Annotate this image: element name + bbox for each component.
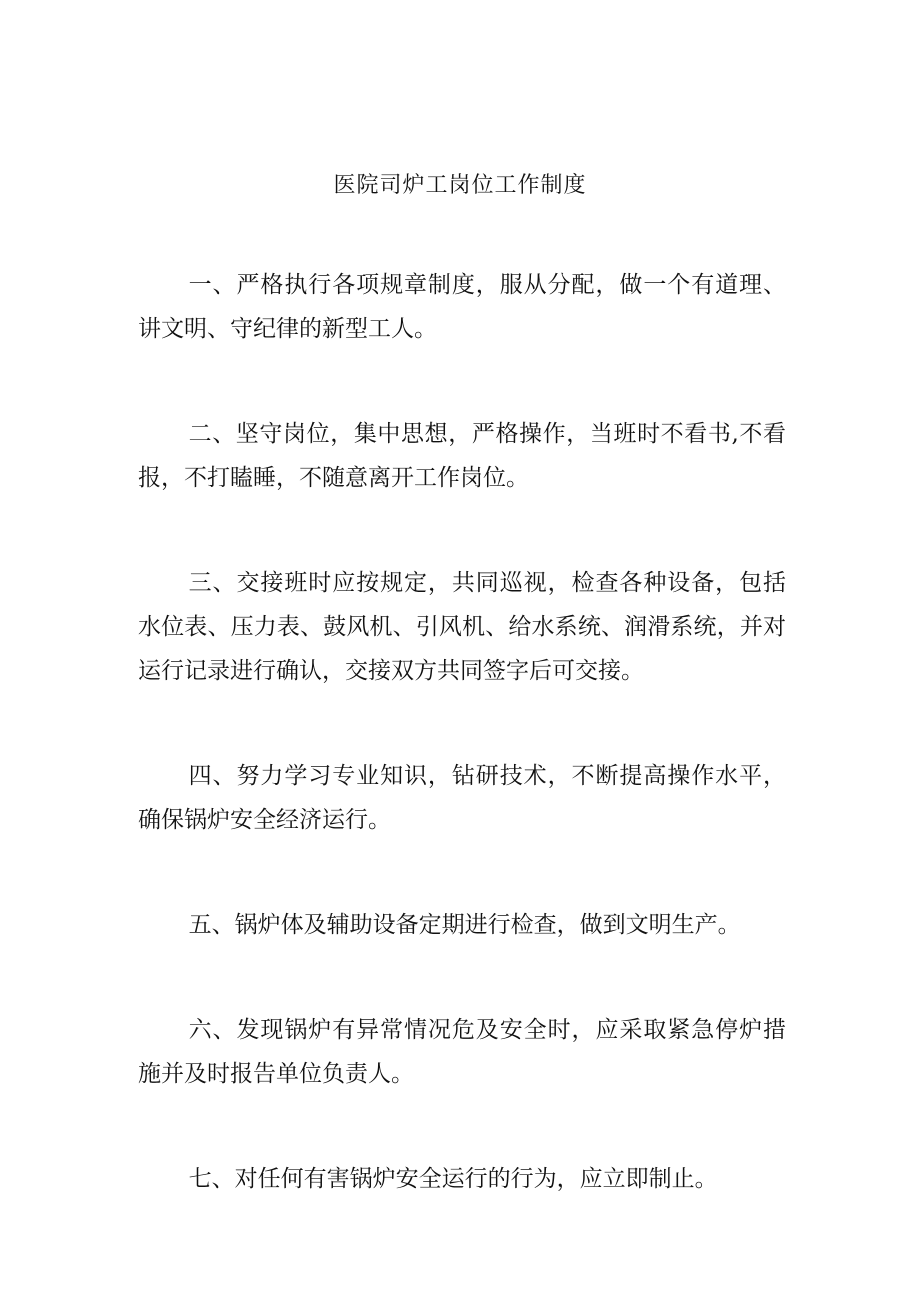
paragraph-rule-4: 四、努力学习专业知识，钻研技术，不断提高操作水平，确保锅炉安全经济运行。 xyxy=(138,763,786,833)
paragraph-rule-5: 五、锅炉体及辅助设备定期进行检查，做到文明生产。 xyxy=(188,912,741,938)
paragraph-rule-6: 六、发现锅炉有异常情况危及安全时，应采取紧急停炉措施并及时报告单位负责人。 xyxy=(138,1017,786,1087)
paragraph-rule-1: 一、严格执行各项规章制度，服从分配，做一个有道理、讲文明、守纪律的新型工人。 xyxy=(138,272,786,342)
paragraph-rule-7: 七、对任何有害锅炉安全运行的行为，应立即制止。 xyxy=(188,1166,718,1192)
paragraph-rule-2: 二、坚守岗位，集中思想，严格操作，当班时不看书,不看报，不打瞌睡，不随意离开工作岗位。 xyxy=(138,421,786,491)
document-title: 医院司炉工岗位工作制度 xyxy=(333,173,587,198)
document-body xyxy=(138,263,786,1262)
paragraph-rule-3: 三、交接班时应按规定，共同巡视，检查各种设备，包括水位表、压力表、鼓风机、引风机、给水系统、润滑系统，并对运行记录进行确认，交接双方共同签字后可交接。 xyxy=(138,570,786,684)
